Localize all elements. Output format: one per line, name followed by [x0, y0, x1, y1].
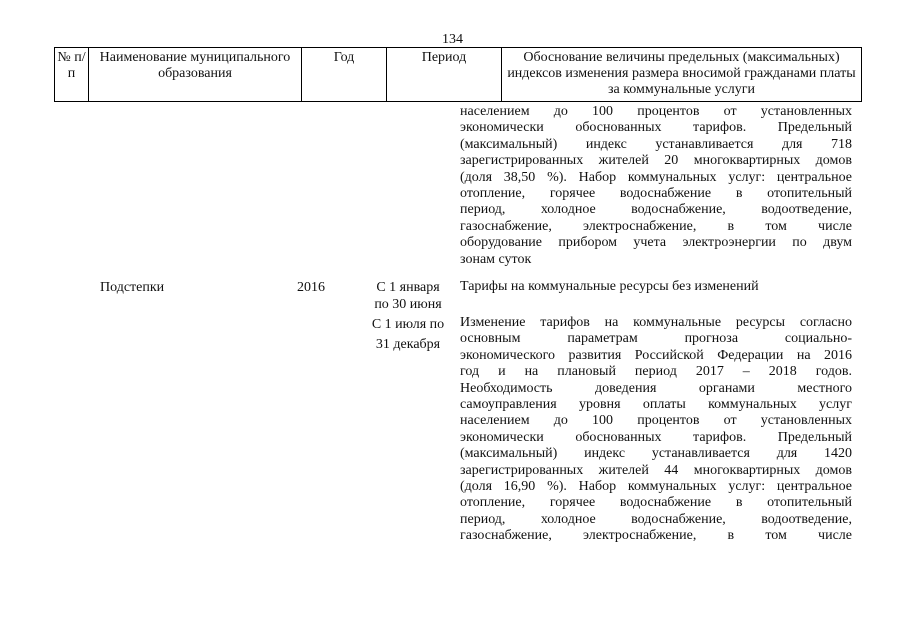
- reason-line: газоснабжение, электроснабжение, в том числе: [460, 528, 852, 544]
- row-year: 2016: [297, 280, 325, 295]
- header-reason-label: Обоснование величины предельных (максимальных) индексов изменения размера вносимой гражданами платы за коммунальные услуги: [507, 50, 856, 97]
- continuation-line: населением до 100 процентов от установленных: [460, 104, 852, 119]
- header-municipality: [89, 48, 302, 101]
- reason-line: экономического развития Российской Федерации на 2016: [460, 347, 852, 363]
- continuation-text: [460, 104, 852, 268]
- reason-first-half: [460, 279, 852, 295]
- reason-line: населением до 100 процентов от установленных: [460, 413, 852, 429]
- reason-line: год и на плановый период 2017 – 2018 годов.: [460, 364, 852, 380]
- continuation-line: зонам суток: [460, 251, 532, 267]
- reason-line: (доля 16,90 %). Набор коммунальных услуг: центральное: [460, 479, 852, 495]
- reason-line: (максимальный) индекс устанавливается для 1420: [460, 446, 852, 462]
- period-first-half-line: С 1 января: [376, 280, 440, 295]
- header-year-label: Год: [333, 50, 355, 65]
- header-year: [302, 48, 387, 101]
- period-second-half-line: С 1 июля по: [371, 317, 445, 332]
- continuation-line: период, холодное водоснабжение, водоотведение,: [460, 202, 852, 218]
- continuation-line: (максимальный) индекс устанавливается для 718: [460, 136, 852, 152]
- continuation-line: экономически обоснованных тарифов. Предельный: [460, 120, 852, 136]
- continuation-line: отопление, горячее водоснабжение в отопительный: [460, 186, 852, 202]
- reason-first-half-text: Тарифы на коммунальные ресурсы без изменений: [460, 279, 759, 294]
- continuation-line: оборудование прибором учета электроэнергии по двум: [460, 235, 852, 251]
- header-number: [55, 48, 89, 101]
- reason-line: Необходимость доведения органами местного: [460, 380, 852, 396]
- reason-line: период, холодное водоснабжение, водоотведение,: [460, 511, 852, 527]
- reason-line: основным параметрам прогноза социально-: [460, 331, 852, 347]
- header-period: [387, 48, 502, 101]
- period-first-half: [358, 279, 458, 313]
- reason-line: экономически обоснованных тарифов. Предельный: [460, 429, 852, 445]
- period-second-half-line: 31 декабря: [375, 337, 441, 352]
- continuation-line: зарегистрированных жителей 20 многоквартирных домов: [460, 153, 852, 169]
- reason-line: самоуправления уровня оплаты коммунальных услуг: [460, 397, 852, 413]
- header-period-label: Период: [421, 50, 467, 65]
- header-reason: [502, 48, 861, 101]
- reason-second-half: [460, 315, 852, 545]
- page-number: 134: [442, 32, 463, 47]
- table-header-row: [54, 47, 862, 102]
- header-municipality-label: Наименование муниципального образования: [99, 50, 291, 81]
- period-second-half: [358, 315, 458, 355]
- header-number-label: № п/п: [57, 50, 86, 81]
- period-first-half-line: по 30 июня: [374, 297, 442, 312]
- reason-line: отопление, горячее водоснабжение в отопительный: [460, 495, 852, 511]
- municipality-name: Подстепки: [100, 280, 165, 295]
- reason-line: Изменение тарифов на коммунальные ресурсы согласно: [460, 315, 852, 330]
- continuation-line: газоснабжение, электроснабжение, в том числе: [460, 218, 852, 234]
- reason-line: зарегистрированных жителей 44 многоквартирных домов: [460, 462, 852, 478]
- table: [54, 47, 862, 102]
- continuation-line: (доля 38,50 %). Набор коммунальных услуг: центральное: [460, 169, 852, 185]
